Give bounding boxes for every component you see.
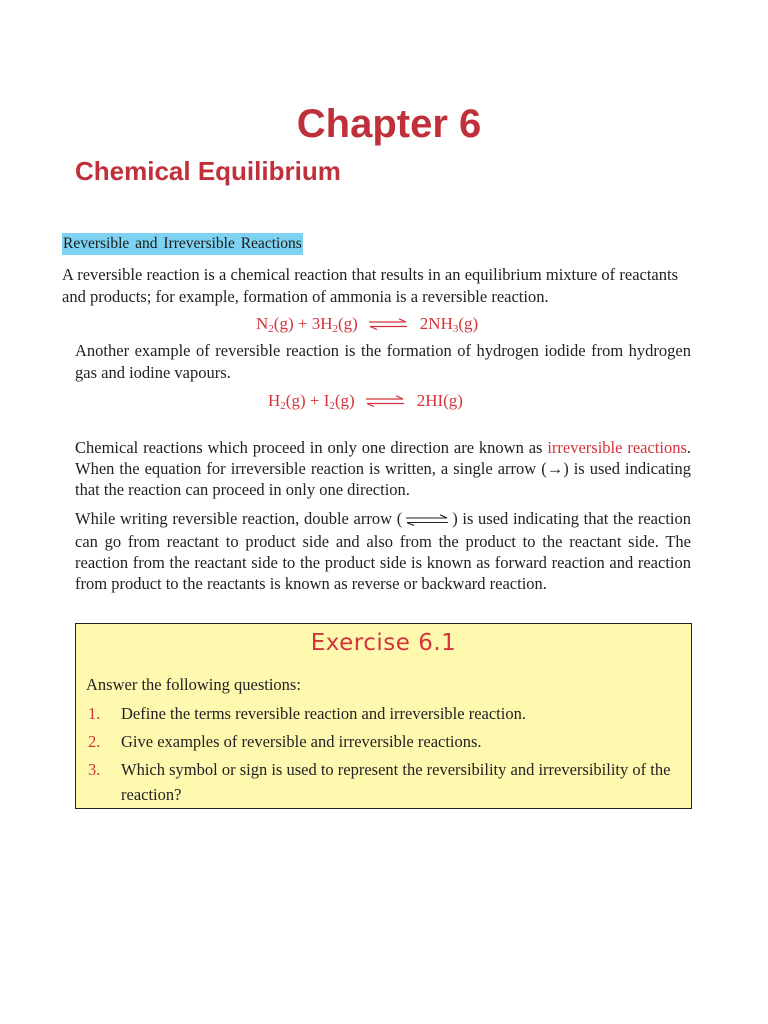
- question-number: 1.: [88, 704, 101, 723]
- exercise-intro: Answer the following questions:: [86, 675, 301, 694]
- exercise-question: [86, 701, 686, 726]
- question-number: 3.: [88, 760, 101, 779]
- chapter-title: Chapter 6: [296, 102, 482, 146]
- equation-hydrogen-iodide: [268, 390, 463, 413]
- irreversible-text-2: . When the equation for irreversible reaction is written, a single arrow (→) is used indicating that the reaction can proceed in only one direction.: [75, 438, 692, 499]
- paragraph-double-arrow: [75, 508, 691, 594]
- irreversible-text-1: Chemical reactions which proceed in only one direction are known as: [75, 438, 548, 457]
- eq1-product: $2NH_3(g)$: [419, 314, 479, 335]
- equilibrium-arrow-icon: [368, 314, 408, 336]
- double-arrow-text-1: While writing reversible reaction, double arrow (: [75, 509, 403, 528]
- equation-ammonia: [256, 313, 478, 336]
- exercise-question: [86, 757, 686, 807]
- paragraph-irreversible: [75, 437, 691, 500]
- equilibrium-arrow-icon: [365, 391, 405, 413]
- paragraph-reversible-definition: A reversible reaction is a chemical reaction that results in an equilibrium mixture of reactants and products; for example, formation of ammonia is a reversible reaction.: [62, 265, 678, 306]
- question-number: 2.: [88, 732, 101, 751]
- eq2-product: 2HI(g): [416, 391, 463, 410]
- exercise-question-list: [86, 701, 686, 810]
- question-text: Which symbol or sign is used to represent the reversibility and irreversibility of the reaction?: [121, 760, 671, 804]
- chapter-subtitle: Chemical Equilibrium: [75, 156, 341, 186]
- exercise-box: [75, 623, 692, 809]
- question-text: Give examples of reversible and irreversible reactions.: [121, 732, 482, 751]
- paragraph-hydrogen-iodide: Another example of reversible reaction is the formation of hydrogen iodide from hydrogen gas and iodine vapours.: [75, 341, 691, 382]
- double-arrow-icon: [405, 510, 449, 531]
- question-text: Define the terms reversible reaction and irreversible reaction.: [121, 704, 526, 723]
- section-heading: Reversible and Irreversible Reactions: [62, 233, 303, 255]
- irreversible-reactions-term: irreversible reactions: [547, 438, 687, 457]
- eq1-reactant: $N_2(g) + 3H_2(g)$: [256, 314, 358, 335]
- double-arrow-text-2: ) is used indicating that the reaction can go from reactant to product side and also from the product to the reactant side. The reaction from the reactant side to the product side is known as forward reaction and reaction from product to the reactants is known as reverse or backward reaction.: [75, 509, 691, 593]
- exercise-title: Exercise 6.1: [310, 630, 457, 656]
- exercise-question: [86, 729, 686, 754]
- eq2-reactant: $H_2(g) + I_2(g)$: [268, 391, 355, 412]
